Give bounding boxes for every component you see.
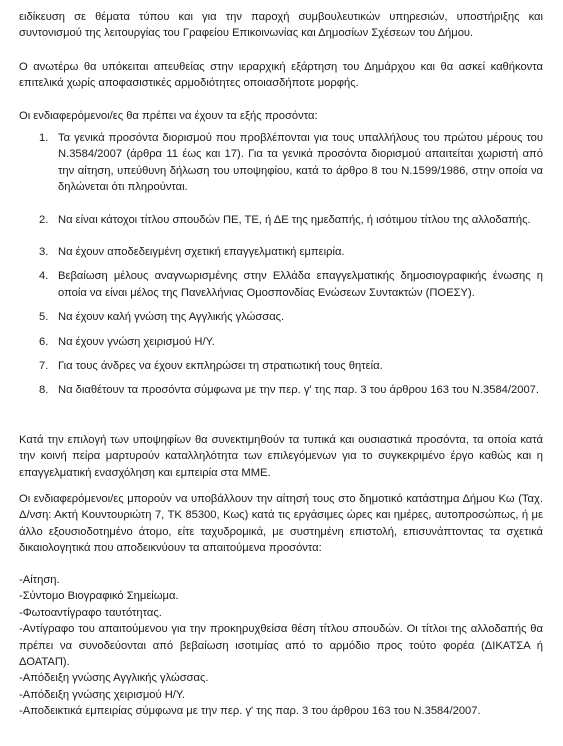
qualification-item bbox=[19, 334, 543, 350]
qualifications-list bbox=[19, 130, 543, 399]
qualification-item bbox=[19, 382, 543, 398]
qualification-item bbox=[19, 244, 543, 260]
qualification-text: Να διαθέτουν τα προσόντα σύμφωνα με την περ. γ' της παρ. 3 του άρθρου 163 του Ν.3584/2007. bbox=[58, 384, 540, 397]
qualification-text: Να έχουν αποδεδειγμένη σχετική επαγγελματική εμπειρία. bbox=[58, 246, 345, 259]
qualification-number: 4. bbox=[39, 270, 49, 283]
qualification-text: Να έχουν καλή γνώση της Αγγλικής γλώσσας. bbox=[58, 311, 285, 324]
document-item: -Φωτοαντίγραφο ταυτότητας. bbox=[19, 606, 162, 619]
qualification-item bbox=[19, 309, 543, 325]
intro-paragraph: ειδίκευση σε θέματα τύπου και για την παροχή συμβουλευτικών υπηρεσιών, υποστήριξης και συντονισμού της λειτουργίας του Γραφείου Επικοινωνίας και Δημοσίων Σχέσεων του Δήμου. bbox=[19, 11, 543, 40]
qualification-number: 2. bbox=[39, 213, 49, 226]
qualification-item bbox=[19, 268, 543, 301]
document-item: -Αντίγραφο του απαιτούμενου για την προκηρυχθείσα θέση τίτλου σπουδών. Οι τίτλοι της αλλοδαπής θα πρέπει να συνοδεύονται από βεβαίωση ισοτιμίας από το αρμόδιο προς τούτο φορέα (ΔΙΚΑΤΣΑ ή ΔΟΑΤΑΠ). bbox=[19, 623, 543, 669]
qualification-number: 5. bbox=[39, 311, 49, 324]
document-item: -Απόδειξη γνώσης χειρισμού Η/Υ. bbox=[19, 688, 186, 701]
qualification-text: Για τους άνδρες να έχουν εκπληρώσει τη στρατιωτική τους θητεία. bbox=[58, 360, 383, 373]
qualification-text: Τα γενικά προσόντα διορισμού που προβλέπονται για τους υπαλλήλους του πρώτου μέρους του Ν.3584/2007 (άρθρα 11 έως και 17). Για τα γενικά προσόντα διορισμού απαιτείται χωριστή από την αίτηση, υπεύθυνη δήλωση του υποψηφίου, κατά το άρθρο 8 του Ν.1599/1986, στην οποία να δηλώνεται ότι πληρούνται. bbox=[58, 132, 543, 194]
qualification-number: 7. bbox=[39, 360, 49, 373]
supervision-paragraph: Ο ανωτέρω θα υπόκειται απευθείας στην ιεραρχική εξάρτηση του Δημάρχου και θα ασκεί καθήκοντα επιτελικά χωρίς αποφασιστικές αρμοδιότητες οποιασδήποτε μορφής. bbox=[19, 61, 543, 90]
qualification-number: 3. bbox=[39, 246, 49, 259]
qualification-item bbox=[19, 212, 543, 228]
qualification-number: 8. bbox=[39, 384, 49, 397]
evaluation-paragraph: Κατά την επιλογή των υποψηφίων θα συνεκτιμηθούν τα τυπικά και ουσιαστικά προσόντα, τα οποία κατά την κοινή πείρα μαρτυρούν καταλληλότητα των επιλεγόμενων για το συγκεκριμένο έργο καθώς και η επαγγελματική ενασχόληση και εμπειρία στα ΜΜΕ. bbox=[19, 434, 543, 479]
document-item: -Σύντομο Βιογραφικό Σημείωμα. bbox=[19, 590, 179, 603]
qualification-number: 6. bbox=[39, 335, 49, 348]
submission-paragraph: Οι ενδιαφερόμενοι/ες μπορούν να υποβάλλουν την αίτησή τους στο δημοτικό κατάστημα Δήμου Κω (Ταχ. Δ/νση: Ακτή Κουντουριώτη 7, ΤΚ 85300, Κως) κατά τις εργάσιμες ώρες και ημέρες, αυτοπροσώπως, ή με άλλο εξουσιοδοτημένο άτομο, είτε ταχυδρομικά, με συστημένη επιστολή, επισυνάπτοντας τα σχετικά δικαιολογητικά που αποδεικνύουν τα απαιτούμενα προσόντα: bbox=[19, 493, 543, 555]
document-item: -Αποδεικτικά εμπειρίας σύμφωνα με την περ. γ' της παρ. 3 του άρθρου 163 του Ν.3584/2007. bbox=[19, 705, 481, 718]
qualification-text: Να είναι κάτοχοι τίτλου σπουδών ΠΕ, ΤΕ, ή ΔΕ της ημεδαπής, ή ισότιμου τίτλου της αλλοδαπής. bbox=[58, 213, 531, 226]
qualification-item bbox=[19, 130, 543, 196]
qualification-item bbox=[19, 358, 543, 374]
qualification-text: Να έχουν γνώση χειρισμού Η/Υ. bbox=[58, 335, 215, 348]
qualifications-lead: Οι ενδιαφερόμενοι/ες θα πρέπει να έχουν τα εξής προσόντα: bbox=[19, 110, 318, 122]
document-item: -Απόδειξη γνώσης Αγγλικής γλώσσας. bbox=[19, 672, 209, 685]
qualification-text: Βεβαίωση μέλους αναγνωρισμένης στην Ελλάδα επαγγελματικής δημοσιογραφικής ένωσης η οποία να είναι μέλος της Πανελλήνιας Ομοσπονδίας Ενώσεων Συντακτών (ΠΟΕΣΥ). bbox=[58, 270, 543, 299]
document-item: -Αίτηση. bbox=[19, 574, 60, 586]
qualification-number: 1. bbox=[39, 132, 49, 144]
required-documents-list bbox=[19, 572, 543, 720]
